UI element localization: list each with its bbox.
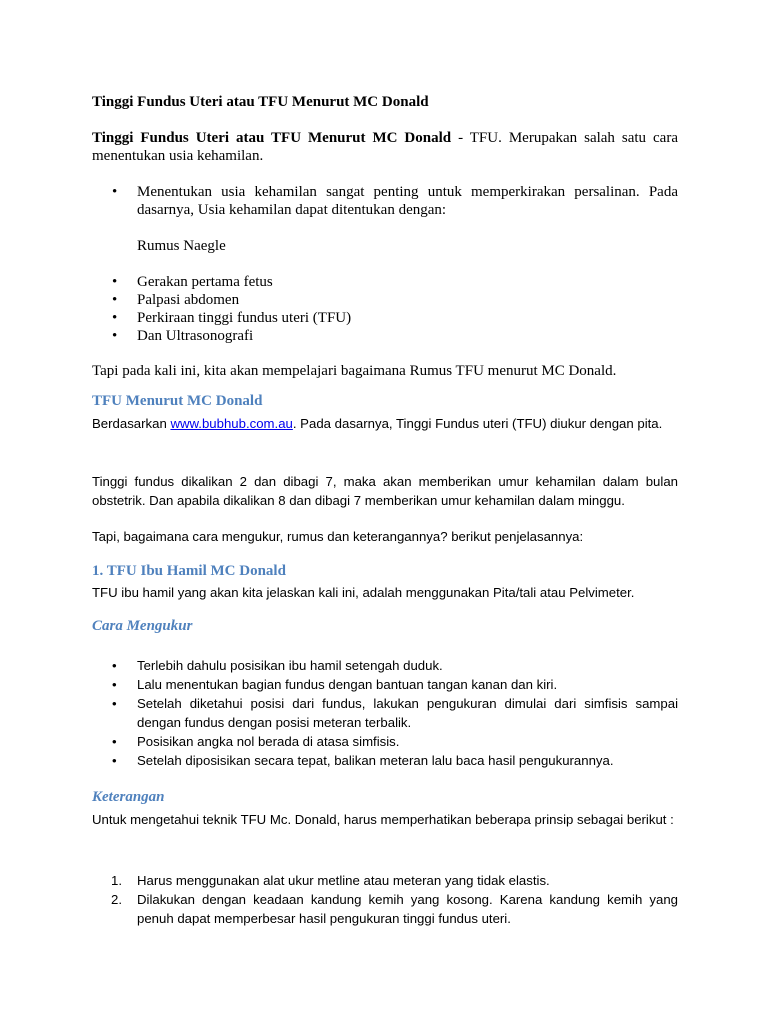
list-number: 2. <box>111 892 122 907</box>
intro-paragraph <box>92 129 678 165</box>
list-item: • Terlebih dahulu posisikan ibu hamil setengah duduk. <box>112 658 443 673</box>
intro-text: - TFU. Merupakan salah satu cara menentukan usia kehamilan. <box>92 130 678 164</box>
bullet-icon: • <box>112 677 117 692</box>
bubhub-link[interactable]: www.bubhub.com.au <box>170 416 293 431</box>
bullet-icon: • <box>112 328 118 344</box>
list-item: • Menentukan usia kehamilan sangat penting untuk memperkirakan persalinan. Pada dasarnya, Usia kehamilan dapat ditentukan dengan: <box>112 184 678 218</box>
rumus-naegle: Rumus Naegle <box>137 238 226 254</box>
keterangan-paragraph: Untuk mengetahui teknik TFU Mc. Donald, harus memperhatikan beberapa prinsip sebagai berikut : <box>92 812 674 827</box>
list-item: • Dan Ultrasonografi <box>112 328 254 344</box>
question-paragraph: Tapi, bagaimana cara mengukur, rumus dan keterangannya? berikut penjelasannya: <box>92 529 584 544</box>
list-item: • Posisikan angka nol berada di atasa simfisis. <box>112 734 400 749</box>
list-item: • Gerakan pertama fetus <box>112 274 273 290</box>
list-item: • Setelah diposisikan secara tepat, balikan meteran lalu baca hasil pengukurannya. <box>112 753 614 768</box>
bullet-icon: • <box>112 184 118 200</box>
bullet-icon: • <box>112 734 117 749</box>
section-heading-ibu-hamil: 1. TFU Ibu Hamil MC Donald <box>92 563 286 579</box>
list-item: • Setelah diketahui posisi dari fundus, lakukan pengukuran dimulai dari simfisis sampai dengan fundus dengan posisi meteran terbalik. <box>112 696 678 730</box>
bullet-icon: • <box>112 292 118 308</box>
list-item: • Palpasi abdomen <box>112 292 240 308</box>
list-item: 1. Harus menggunakan alat ukur metline atau meteran yang tidak elastis. <box>111 873 550 888</box>
section-heading-tfu-mc-donald: TFU Menurut MC Donald <box>92 393 263 409</box>
bullet-icon: • <box>112 274 118 290</box>
list-item: 2. Dilakukan dengan keadaan kandung kemih yang kosong. Karena kandung kemih yang penuh dapat memperbesar hasil pengukuran tinggi fundus uteri. <box>111 892 678 926</box>
prinsip-list <box>111 871 678 928</box>
list-item: • Lalu menentukan bagian fundus dengan bantuan tangan kanan dan kiri. <box>112 677 558 692</box>
keterangan-heading: Keterangan <box>92 789 165 805</box>
bullet-icon: • <box>112 310 118 326</box>
cara-mengukur-list <box>112 656 678 770</box>
ibu-hamil-paragraph: TFU ibu hamil yang akan kita jelaskan kali ini, adalah menggunakan Pita/tali atau Pelvimeter. <box>92 585 635 600</box>
list-number: 1. <box>111 873 122 888</box>
usia-main-list <box>112 183 678 219</box>
document-title: Tinggi Fundus Uteri atau TFU Menurut MC Donald <box>92 94 429 110</box>
method-list <box>112 273 678 345</box>
bullet-icon: • <box>112 753 117 768</box>
berdasarkan-paragraph: Berdasarkan www.bubhub.com.au. Pada dasarnya, Tinggi Fundus uteri (TFU) diukur dengan pita. <box>92 416 663 431</box>
cara-mengukur-heading: Cara Mengukur <box>92 618 193 634</box>
bullet-icon: • <box>112 658 117 673</box>
bullet-icon: • <box>112 696 117 711</box>
list-item: • Perkiraan tinggi fundus uteri (TFU) <box>112 310 352 326</box>
formula-paragraph: Tinggi fundus dikalikan 2 dan dibagi 7, maka akan memberikan umur kehamilan dalam bulan obstetrik. Dan apabila dikalikan 8 dan dibagi 7 memberikan umur kehamilan dalam minggu. <box>92 474 678 508</box>
intro-bold-lead: Tinggi Fundus Uteri atau TFU Menurut MC Donald <box>92 130 452 146</box>
tapi-paragraph: Tapi pada kali ini, kita akan mempelajari bagaimana Rumus TFU menurut MC Donald. <box>92 363 617 379</box>
